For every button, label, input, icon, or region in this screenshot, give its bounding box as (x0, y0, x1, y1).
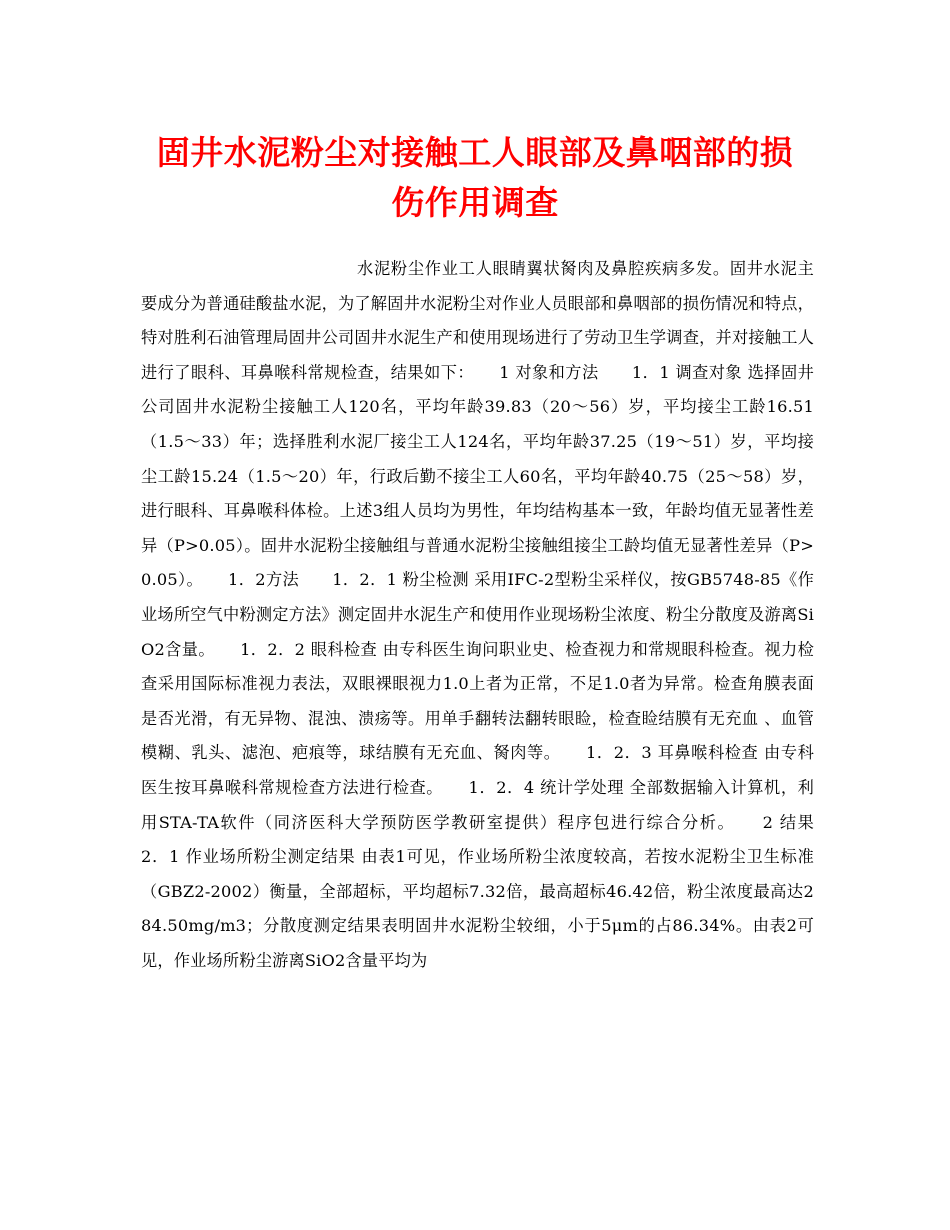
document-body-paragraph: 水泥粉尘作业工人眼睛翼状胬肉及鼻腔疾病多发。固井水泥主要成分为普通硅酸盐水泥，为了解固井水泥粉尘对作业人员眼部和鼻咽部的损伤情况和特点，特对胜利石油管理局固井公司固井水泥生产和使用现场进行了劳动卫生学调查，并对接触工人进行了眼科、耳鼻喉科常规检查，结果如下： 1 对象和方法 1．1 调查对象 选择固井公司固井水泥粉尘接触工人120名，平均年龄39.83（20～56）岁，平均接尘工龄16.51（1.5～33）年；选择胜利水泥厂接尘工人124名，平均年龄37.25（19～51）岁，平均接尘工龄15.24（1.5～20）年，行政后勤不接尘工人60名，平均年龄40.75（25～58）岁，进行眼科、耳鼻喉科体检。上述3组人员均为男性，年均结构基本一致，年龄均值无显著性差异（P>0.05）。固井水泥粉尘接触组与普通水泥粉尘接触组接尘工龄均值无显著性差异（P>0.05）。 1．2方法 1．2．1 粉尘检测 采用IFC-2型粉尘采样仪，按GB5748-85《作业场所空气中粉测定方法》测定固井水泥生产和使用作业现场粉尘浓度、粉尘分散度及游离SiO2含量。 1．2．2 眼科检查 由专科医生询问职业史、检查视力和常规眼科检查。视力检查采用国际标准视力表法，双眼裸眼视力1.0上者为正常，不足1.0者为异常。检查角膜表面是否光滑，有无异物、混浊、溃疡等。用单手翻转法翻转眼睑，检查睑结膜有无充血 、血管模糊、乳头、滤泡、疤痕等，球结膜有无充血、胬肉等。 1．2．3 耳鼻喉科检查 由专科医生按耳鼻喉科常规检查方法进行检查。 1．2．4 统计学处理 全部数据输入计算机，利用STA-TA软件（同济医科大学预防医学教研室提供）程序包进行综合分析。 2 结果 2．1 作业场所粉尘测定结果 由表1可见，作业场所粉尘浓度较高，若按水泥粉尘卫生标准（GBZ2-2002）衡量，全部超标，平均超标7.32倍，最高超标46.42倍，粉尘浓度最高达284.50mg/m3；分散度测定结果表明固井水泥粉尘较细，小于5μm的占86.34%。由表2可见，作业场所粉尘游离SiO2含量平均为 (141, 259, 847, 970)
document-title-line-2: 伤作用调查 (391, 183, 559, 222)
document-title (120, 128, 830, 228)
document-title-line-1: 固井水泥粉尘对接触工人眼部及鼻咽部的损 (156, 133, 794, 172)
